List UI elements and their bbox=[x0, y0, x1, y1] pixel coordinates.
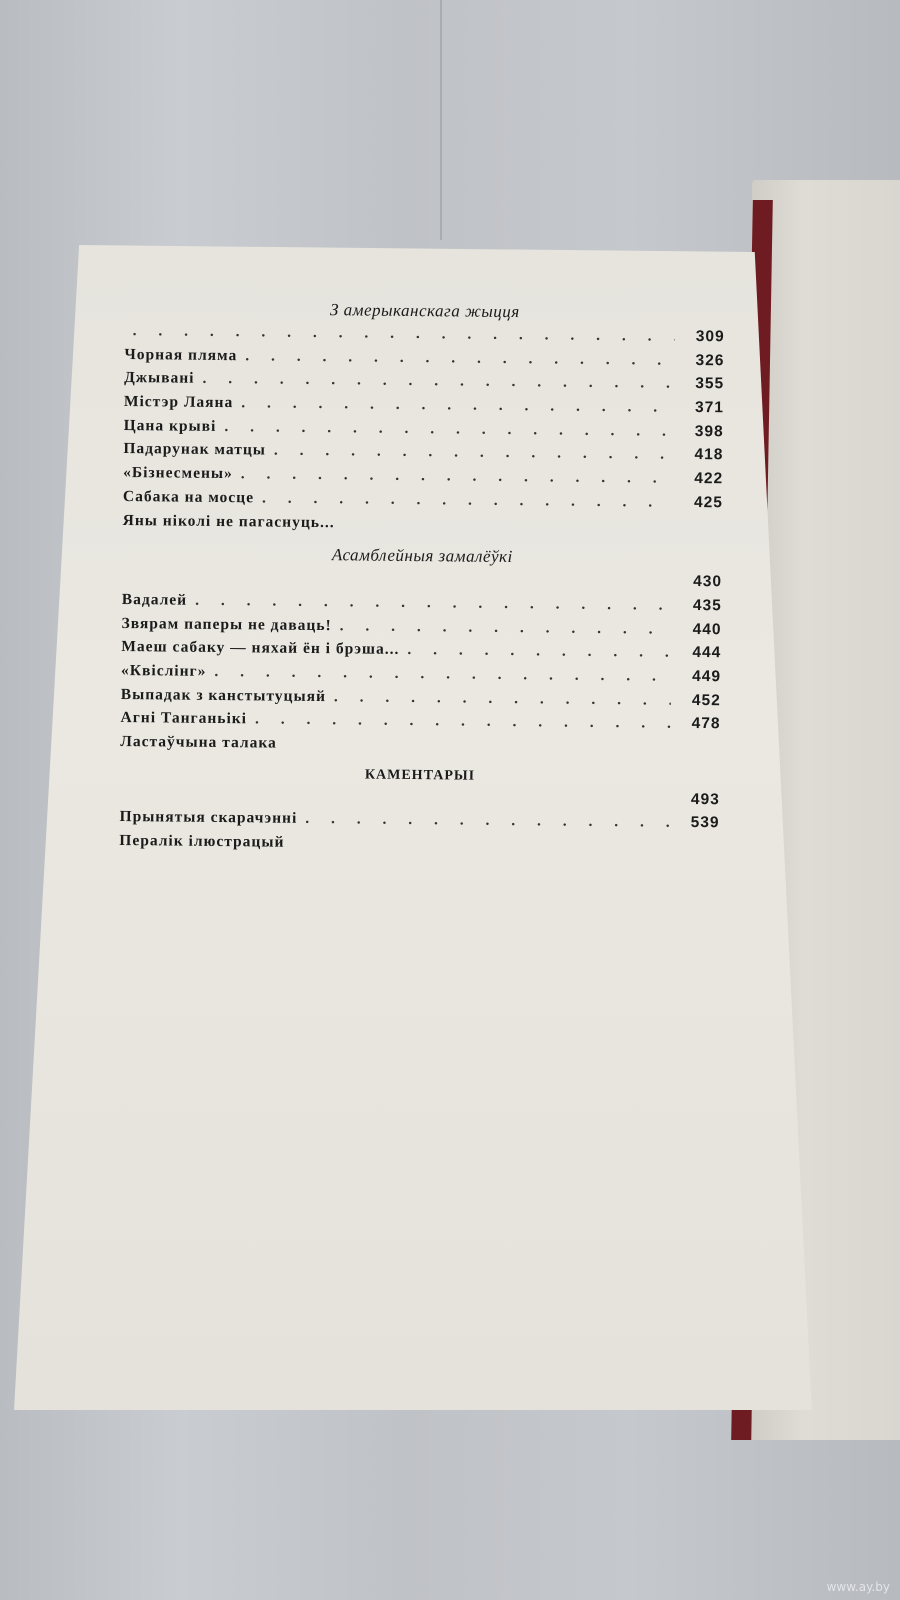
entry-title: Вадалей bbox=[121, 590, 188, 609]
entry-page: 449 bbox=[692, 667, 722, 686]
entry-page: 430 bbox=[693, 573, 723, 591]
entry-page: 398 bbox=[694, 422, 724, 441]
entry-page: 425 bbox=[693, 493, 723, 512]
leader-dots bbox=[340, 617, 672, 638]
leader-dots bbox=[224, 418, 673, 441]
entry-page: 478 bbox=[691, 715, 721, 733]
entry-page: 418 bbox=[694, 446, 724, 464]
section-title: Асамблейныя замалёўкі bbox=[331, 545, 513, 567]
toc-section bbox=[120, 543, 722, 763]
section-title: КАМЕНТАРЫІ bbox=[364, 767, 476, 784]
leader-dots bbox=[262, 489, 673, 511]
entry-page: 440 bbox=[692, 620, 722, 638]
watermark: www.ay.by bbox=[826, 1580, 890, 1594]
entry-page: 444 bbox=[692, 644, 722, 662]
entry-title: Цана крыві bbox=[123, 416, 217, 435]
entry-title: Маеш сабаку — няхай ён і брэша... bbox=[121, 638, 400, 659]
leader-dots bbox=[241, 465, 674, 488]
wood-plank-seam bbox=[440, 0, 442, 240]
entry-title: Пералік ілюстрацый bbox=[119, 832, 285, 851]
entry-title: Агні Танганьікі bbox=[120, 709, 248, 728]
leader-dots bbox=[334, 688, 671, 710]
entry-title: «Квіслінг» bbox=[121, 661, 207, 680]
entry-title: Містэр Лаяна bbox=[123, 393, 234, 412]
entry-page: 355 bbox=[695, 375, 725, 393]
toc-entry bbox=[123, 511, 723, 541]
leader-dots bbox=[133, 322, 675, 346]
entry-title: Падарунак матцы bbox=[123, 440, 267, 459]
leader-dots bbox=[241, 394, 674, 417]
leader-dots bbox=[245, 347, 674, 369]
toc-section bbox=[119, 765, 720, 862]
entry-page: 493 bbox=[690, 790, 720, 808]
section-title: З амерыканскага жыцця bbox=[329, 300, 520, 322]
toc-section bbox=[123, 298, 725, 541]
leader-dots bbox=[305, 810, 669, 832]
entry-title: Сабака на мосце bbox=[122, 487, 255, 507]
table-of-contents bbox=[119, 298, 725, 870]
entry-page: 326 bbox=[695, 351, 725, 369]
entry-title: «Бізнесмены» bbox=[123, 464, 233, 483]
toc-entry bbox=[120, 733, 720, 763]
leader-dots bbox=[214, 663, 671, 686]
entry-title: Джывані bbox=[124, 369, 195, 388]
entry-title: Прынятыя скарачэнні bbox=[119, 808, 298, 828]
entry-page: 371 bbox=[694, 399, 724, 417]
leader-dots bbox=[202, 370, 674, 393]
leader-dots bbox=[255, 711, 671, 733]
entry-title: Звярам паперы не давацьǃ bbox=[121, 614, 332, 634]
entry-title: Выпадак з канстытуцыяй bbox=[120, 685, 327, 705]
entry-page: 309 bbox=[695, 327, 725, 346]
entry-page: 422 bbox=[694, 470, 724, 488]
leader-dots bbox=[274, 442, 674, 464]
leader-dots bbox=[407, 641, 671, 662]
entry-title: Яны ніколі не пагаснуць... bbox=[122, 511, 335, 531]
entry-page: 539 bbox=[690, 814, 720, 832]
leader-dots bbox=[195, 592, 672, 615]
toc-entry bbox=[119, 832, 719, 862]
entry-title: Ластаўчына талака bbox=[120, 732, 277, 752]
entry-page: 452 bbox=[691, 691, 721, 709]
entry-page: 435 bbox=[692, 596, 722, 615]
entry-title: Чорная пляма bbox=[124, 345, 238, 364]
